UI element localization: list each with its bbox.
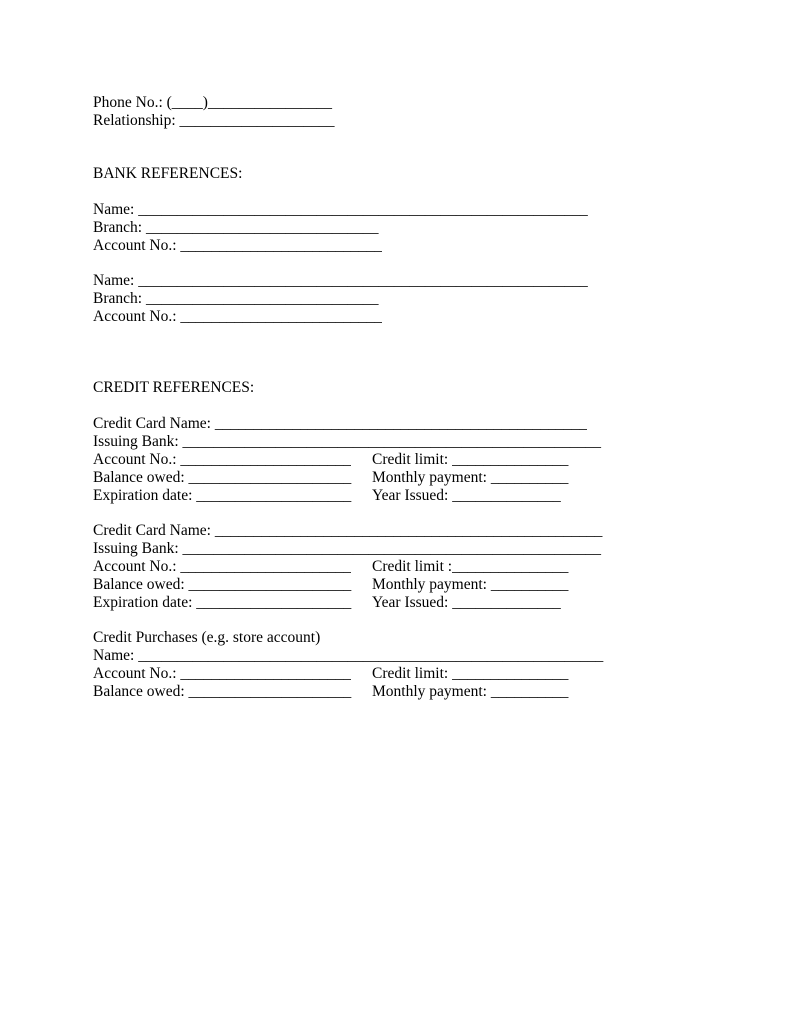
purchase-account-field[interactable]: Account No.: ______________________	[93, 665, 351, 682]
bank-2-branch-field[interactable]: Branch: ______________________________	[93, 290, 379, 307]
credit-purchases-title: Credit Purchases (e.g. store account)	[93, 629, 321, 646]
credit-references-heading: CREDIT REFERENCES:	[93, 379, 255, 396]
relationship-field[interactable]: Relationship: ____________________	[93, 112, 335, 129]
card-1-monthly-payment-field[interactable]: Monthly payment: __________	[372, 469, 569, 486]
card-2-issuing-bank-field[interactable]: Issuing Bank: ______________________________________________________	[93, 540, 602, 557]
card-2-name-field[interactable]: Credit Card Name: __________________________________________________	[93, 522, 603, 539]
card-2-balance-field[interactable]: Balance owed: _____________________	[93, 576, 352, 593]
bank-1-name-field[interactable]: Name: __________________________________________________________	[93, 201, 588, 218]
card-2-credit-limit-field[interactable]: Credit limit :_______________	[372, 558, 569, 575]
bank-references-heading: BANK REFERENCES:	[93, 165, 243, 182]
card-1-name-field[interactable]: Credit Card Name: ________________________________________________	[93, 415, 587, 432]
card-1-balance-field[interactable]: Balance owed: _____________________	[93, 469, 352, 486]
card-2-account-field[interactable]: Account No.: ______________________	[93, 558, 351, 575]
bank-2-name-field[interactable]: Name: __________________________________________________________	[93, 272, 588, 289]
card-1-year-issued-field[interactable]: Year Issued: ______________	[372, 487, 561, 504]
purchase-balance-field[interactable]: Balance owed: _____________________	[93, 683, 352, 700]
purchase-credit-limit-field[interactable]: Credit limit: _______________	[372, 665, 569, 682]
bank-1-account-field[interactable]: Account No.: __________________________	[93, 237, 382, 254]
purchase-name-field[interactable]: Name: ____________________________________________________________	[93, 647, 604, 664]
purchase-monthly-payment-field[interactable]: Monthly payment: __________	[372, 683, 569, 700]
card-1-credit-limit-field[interactable]: Credit limit: _______________	[372, 451, 569, 468]
card-2-year-issued-field[interactable]: Year Issued: ______________	[372, 594, 561, 611]
card-2-monthly-payment-field[interactable]: Monthly payment: __________	[372, 576, 569, 593]
card-1-issuing-bank-field[interactable]: Issuing Bank: ______________________________________________________	[93, 433, 602, 450]
phone-field[interactable]: Phone No.: (____)________________	[93, 94, 332, 111]
bank-2-account-field[interactable]: Account No.: __________________________	[93, 308, 382, 325]
card-2-expiration-field[interactable]: Expiration date: ____________________	[93, 594, 352, 611]
bank-1-branch-field[interactable]: Branch: ______________________________	[93, 219, 379, 236]
card-1-expiration-field[interactable]: Expiration date: ____________________	[93, 487, 352, 504]
card-1-account-field[interactable]: Account No.: ______________________	[93, 451, 351, 468]
